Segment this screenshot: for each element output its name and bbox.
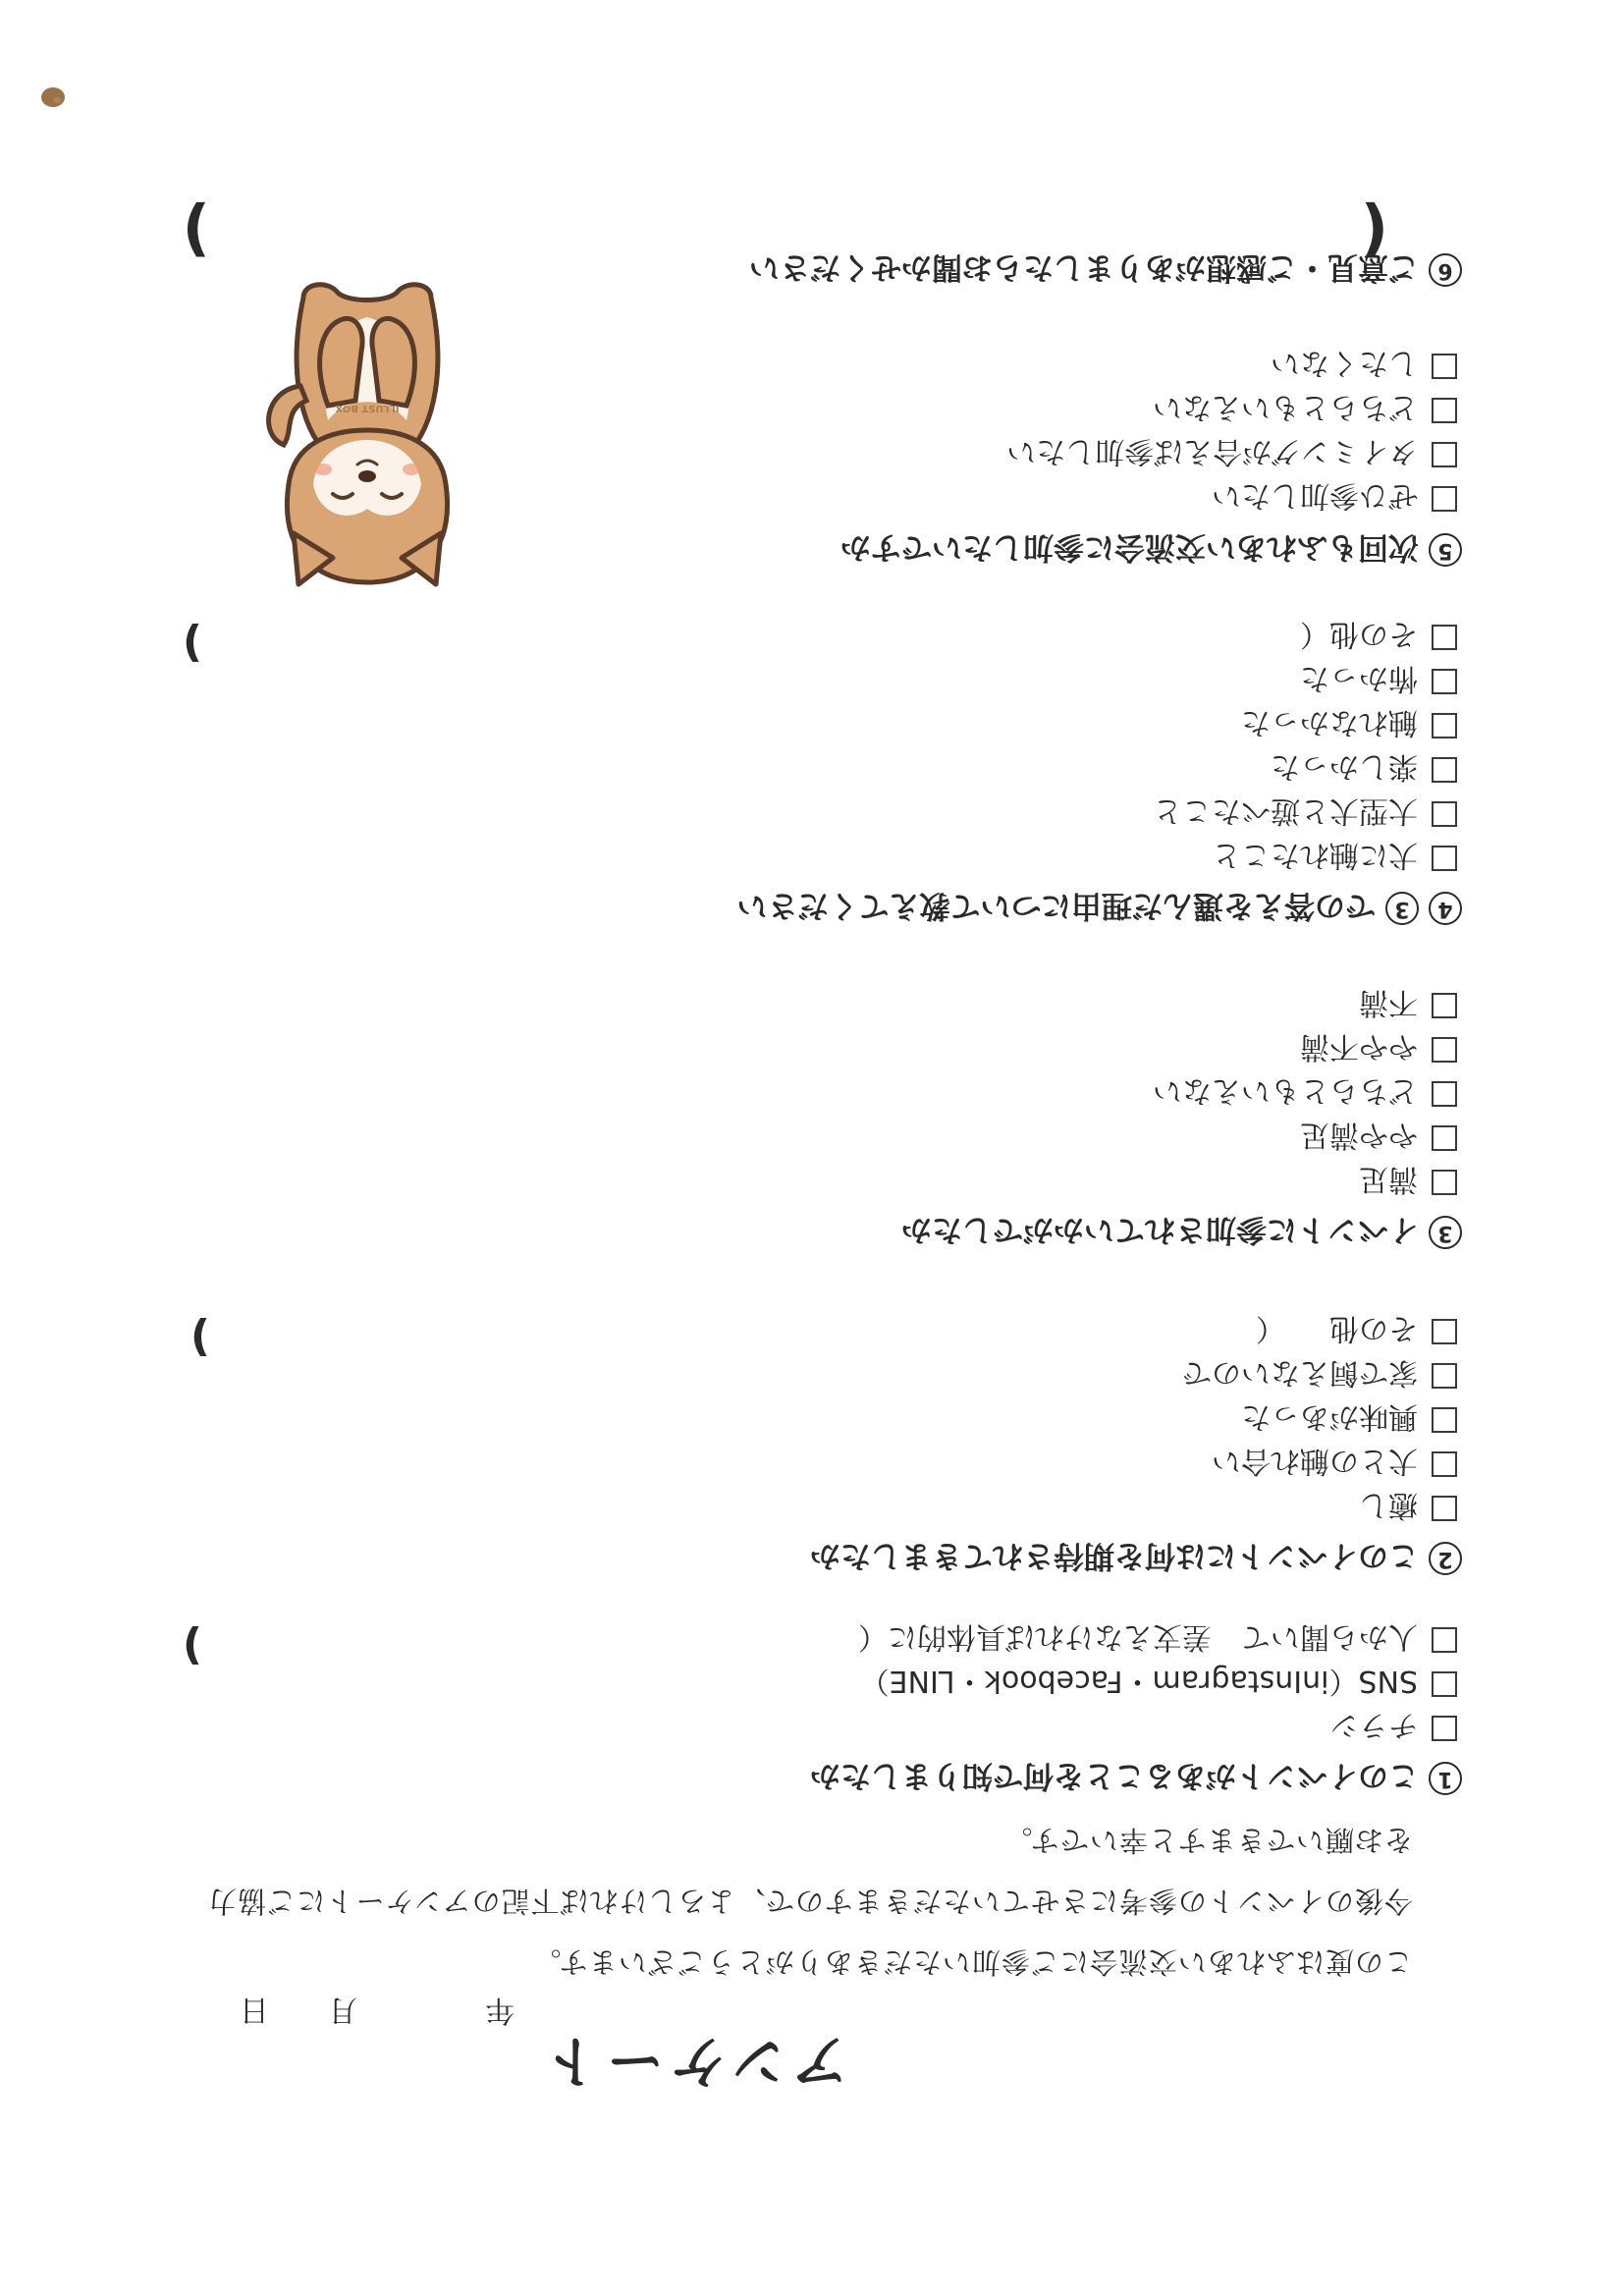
option-label: 犬との触れ合い — [1212, 1444, 1418, 1478]
checkbox[interactable] — [1432, 846, 1457, 871]
option-row[interactable] — [1359, 1487, 1457, 1530]
intro-line-3: をお願いできますと幸いです。 — [1002, 1824, 1413, 1857]
illustration-watermark: ILLUST BOX — [335, 403, 400, 413]
checkbox[interactable] — [1432, 398, 1457, 423]
question-4 — [737, 887, 1462, 931]
option-label: タイミングが合えば参加したい — [1006, 434, 1418, 468]
option-label: 家で飼えないので — [1182, 1355, 1418, 1390]
option-row[interactable] — [1241, 704, 1457, 747]
option-label: 興味があった — [1241, 1399, 1418, 1434]
option-row[interactable] — [1271, 748, 1457, 792]
option-label: 犬に触れたこと — [1212, 838, 1418, 872]
shiba-dog-illustration — [259, 278, 475, 592]
question-3 — [901, 1211, 1462, 1255]
option-label: 不満 — [1359, 985, 1418, 1019]
option-label: 楽しかった — [1271, 749, 1418, 784]
option-row[interactable] — [1359, 984, 1457, 1027]
checkbox[interactable] — [1432, 713, 1457, 738]
question-6 — [749, 248, 1462, 293]
option-row[interactable] — [1153, 1072, 1457, 1116]
question-text: 次回もふれあい交流会に参加したいですか — [840, 529, 1419, 565]
question-2 — [810, 1537, 1462, 1581]
question-text: このイベントがあることを何で知りましたか — [810, 1758, 1419, 1793]
option-row[interactable] — [1256, 1310, 1457, 1353]
option-label: したくない — [1271, 346, 1418, 380]
option-row[interactable] — [1300, 1117, 1457, 1160]
page-title: アンケート — [537, 2028, 848, 2095]
option-row[interactable] — [858, 1618, 1457, 1662]
open-paren: ( — [1360, 195, 1388, 267]
intro-line-1: この度はふれあい交流会にご参加いただきありがとうございます。 — [531, 1945, 1413, 1979]
question-text: イベントに参加されていかがでしたか — [901, 1212, 1419, 1247]
option-row[interactable] — [1329, 1707, 1457, 1750]
option-label: やや満足 — [1300, 1118, 1418, 1152]
paper-stain-mark — [39, 84, 67, 110]
question-number-badge: 3 — [1429, 1217, 1462, 1250]
checkbox[interactable] — [1432, 1363, 1457, 1389]
option-label: 大型犬と遊べたこと — [1153, 793, 1418, 828]
option-row[interactable] — [1153, 389, 1457, 432]
question-text: このイベントには何を期待されてきましたか — [810, 1538, 1419, 1573]
checkbox[interactable] — [1432, 801, 1457, 827]
option-label: 人から聞いて 差支えなければ具体的に（ — [858, 1619, 1418, 1654]
option-row[interactable] — [1212, 837, 1457, 880]
date-month-label: 月 — [328, 1993, 357, 2027]
intro-line-2: 今後のイベントの参考にさせていただきますので、よろしければ下記のアンケートにご協力 — [207, 1885, 1413, 1918]
checkbox[interactable] — [1432, 625, 1457, 650]
date-year-label: 年 — [485, 1993, 514, 2027]
close-paren: ) — [182, 195, 210, 267]
checkbox[interactable] — [1432, 442, 1457, 467]
checkbox[interactable] — [1432, 486, 1457, 512]
close-paren: ) — [182, 619, 202, 669]
checkbox[interactable] — [1432, 1319, 1457, 1344]
option-label: 怖かった — [1300, 661, 1418, 695]
question-number-badge: 6 — [1429, 254, 1462, 288]
question-number-badge: 2 — [1429, 1543, 1462, 1576]
option-row[interactable] — [860, 1663, 1457, 1706]
question-1 — [810, 1757, 1462, 1801]
question-text: での答えを選んだ理由について教えてください — [736, 888, 1376, 923]
option-label: その他（ — [1300, 617, 1418, 651]
option-label: SNS（inInstagram・Facebook・LINE） — [859, 1664, 1418, 1698]
date-day-label: 日 — [240, 1993, 269, 2027]
referenced-question-badge: 3 — [1385, 893, 1419, 926]
option-row[interactable] — [1300, 616, 1457, 659]
question-text: ご意見・ご感想がありましたらお聞かせください — [749, 249, 1419, 285]
checkbox[interactable] — [1432, 354, 1457, 379]
checkbox[interactable] — [1432, 1037, 1457, 1063]
checkbox[interactable] — [1432, 1716, 1457, 1741]
option-label: その他 （ — [1256, 1311, 1418, 1345]
option-label: どちらともいえない — [1153, 1073, 1418, 1108]
option-row[interactable] — [1006, 433, 1457, 476]
option-row[interactable] — [1212, 1443, 1457, 1486]
close-paren: ) — [182, 1621, 202, 1671]
option-row[interactable] — [1241, 1398, 1457, 1442]
checkbox[interactable] — [1432, 669, 1457, 694]
option-row[interactable] — [1182, 1354, 1457, 1397]
close-paren: ) — [189, 1313, 210, 1363]
checkbox[interactable] — [1432, 1496, 1457, 1521]
checkbox[interactable] — [1432, 1125, 1457, 1151]
option-row[interactable] — [1300, 660, 1457, 703]
option-row[interactable] — [1212, 477, 1457, 520]
question-5 — [840, 528, 1462, 573]
checkbox[interactable] — [1432, 993, 1457, 1018]
checkbox[interactable] — [1432, 1407, 1457, 1433]
question-number-badge: 5 — [1429, 534, 1462, 568]
option-label: どちらともいえない — [1153, 390, 1418, 424]
checkbox[interactable] — [1432, 1671, 1457, 1697]
checkbox[interactable] — [1432, 1170, 1457, 1195]
option-label: 満足 — [1359, 1162, 1418, 1196]
option-label: やや不満 — [1300, 1029, 1418, 1064]
question-number-badge: 1 — [1429, 1763, 1462, 1796]
option-label: 触れなかった — [1241, 705, 1418, 739]
option-row[interactable] — [1359, 1161, 1457, 1204]
option-label: チラシ — [1329, 1708, 1418, 1742]
question-number-badge: 4 — [1429, 893, 1462, 926]
checkbox[interactable] — [1432, 1081, 1457, 1107]
option-label: 癒し — [1359, 1488, 1418, 1522]
checkbox[interactable] — [1432, 1627, 1457, 1653]
option-row[interactable] — [1300, 1028, 1457, 1071]
checkbox[interactable] — [1432, 757, 1457, 783]
option-row[interactable] — [1153, 793, 1457, 836]
checkbox[interactable] — [1432, 1451, 1457, 1477]
option-label: ぜひ参加したい — [1212, 478, 1418, 513]
option-row[interactable] — [1271, 345, 1457, 388]
